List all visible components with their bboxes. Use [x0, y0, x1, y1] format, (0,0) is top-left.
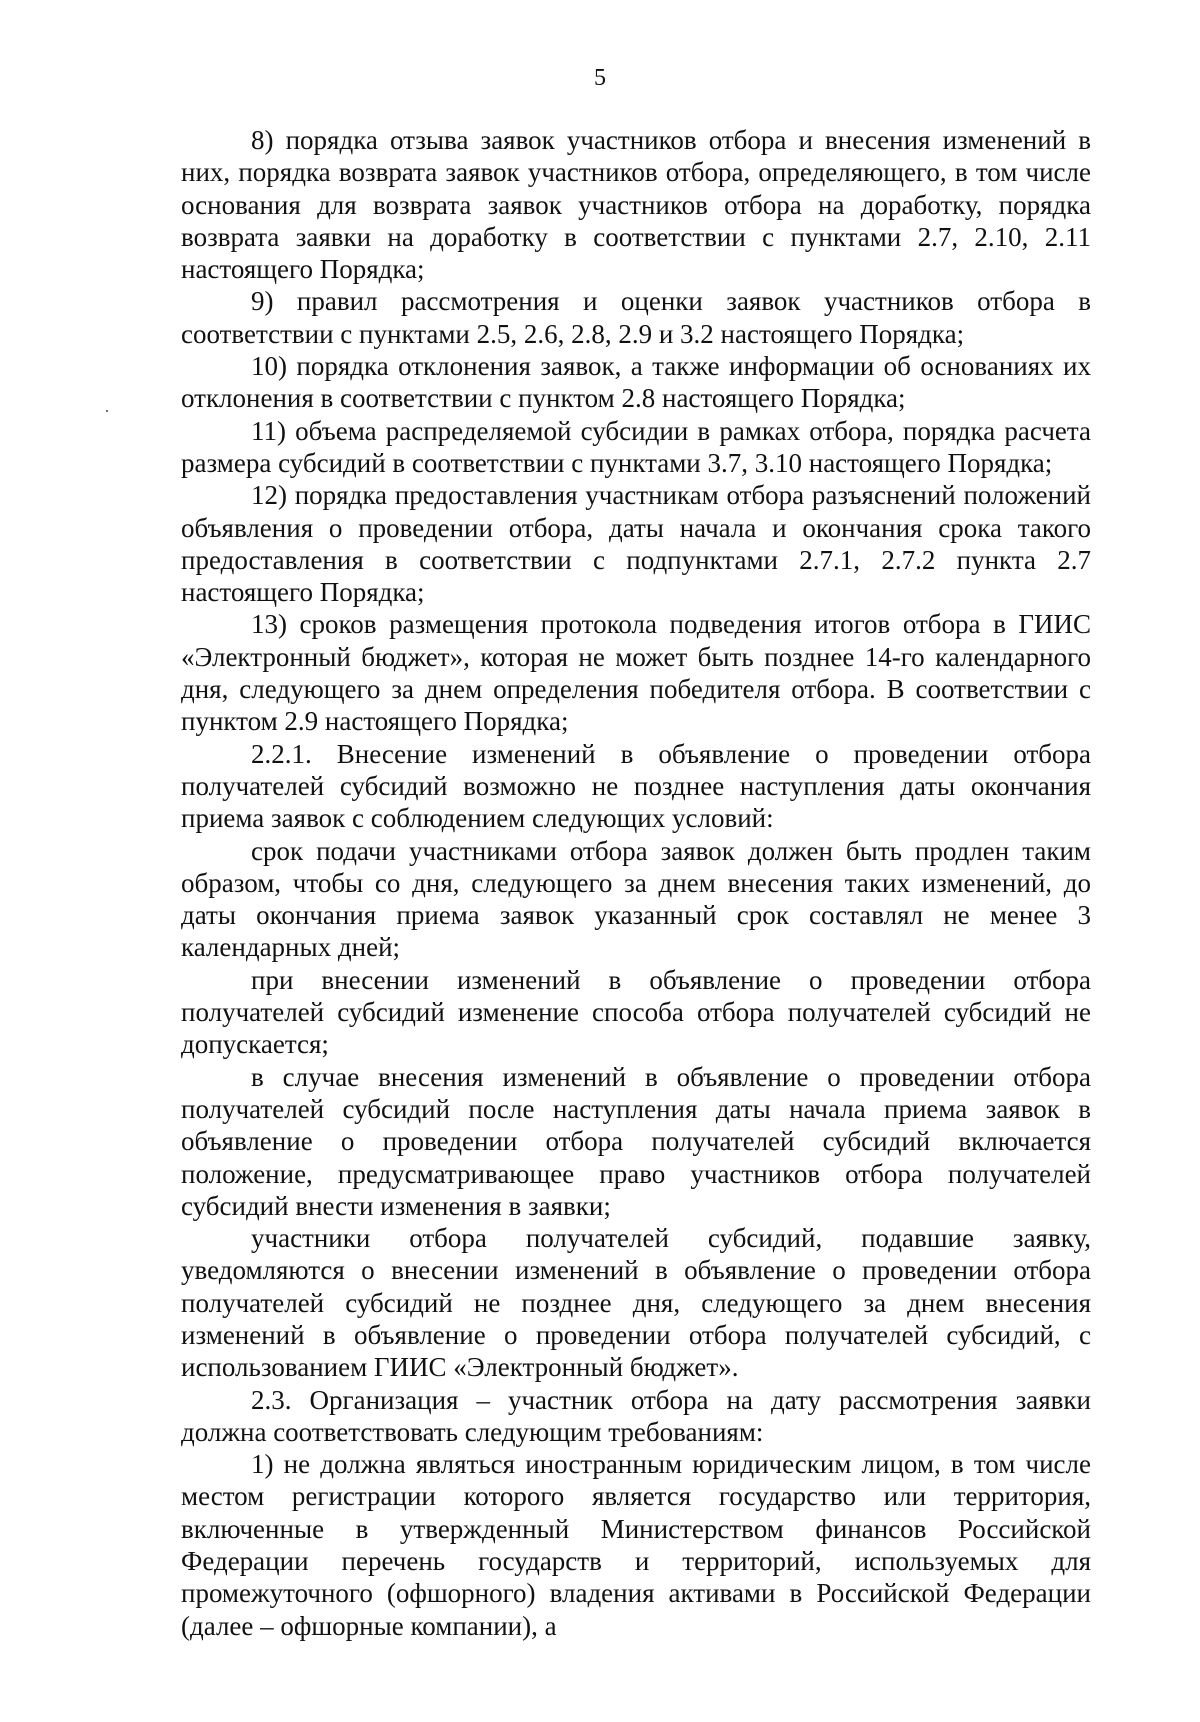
paragraph-condition-method: при внесении изменений в объявление о проведении отбора получателей субсидий изменение способа отбора получателей субсидий не допускается;: [181, 964, 1091, 1060]
paragraph-clause-2-3: 2.3. Организация – участник отбора на дату рассмотрения заявки должна соответствовать следующим требованиям:: [181, 1384, 1091, 1447]
paragraph-notification: участники отбора получателей субсидий, подавшие заявку, уведомляются о внесении изменений в объявление о проведении отбора получателей субсидий не позднее дня, следующего за днем внесения изменений в объявление о проведении отбора получателей субсидий, с использованием ГИИС «Электронный бюджет».: [181, 1223, 1091, 1383]
paragraph-item-13: 13) сроков размещения протокола подведения итогов отбора в ГИИС «Электронный бюджет», которая не может быть позднее 14-го календарного дня, следующего за днем определения победителя отбора. В соответствии с пунктом 2.9 настоящего Порядка;: [181, 609, 1091, 737]
paragraph-item-9: 9) правил рассмотрения и оценки заявок участников отбора в соответствии с пунктами 2.5, 2.6, 2.8, 2.9 и 3.2 настоящего Порядка;: [181, 286, 1091, 349]
page-number: 5: [594, 65, 606, 91]
paragraph-condition-amendment: в случае внесения изменений в объявление о проведении отбора получателей субсидий после наступления даты начала приема заявок в объявление о проведении отбора получателей субсидий включается положение, предусматривающее право участников отбора получателей субсидий внести изменения в заявки;: [181, 1061, 1091, 1221]
paragraph-item-12: 12) порядка предоставления участникам отбора разъяснений положений объявления о проведении отбора, даты начала и окончания срока такого предоставления в соответствии с подпунктами 2.7.1, 2.7.2 пункта 2.7 настоящего Порядка;: [181, 480, 1091, 608]
paragraph-clause-2-2-1: 2.2.1. Внесение изменений в объявление о проведении отбора получателей субсидий возможно не позднее наступления даты окончания приема заявок с соблюдением следующих условий:: [181, 738, 1091, 834]
scan-speck: [106, 410, 108, 412]
paragraph-requirement-1: 1) не должна являться иностранным юридическим лицом, в том числе местом регистрации которого является государство или территория, включенные в утвержденный Министерством финансов Российской Федерации перечень государств и территорий, используемых для промежуточного (офшорного) владения активами в Российской Федерации (далее – офшорные компании), а: [181, 1449, 1091, 1641]
paragraph-condition-deadline: срок подачи участниками отбора заявок должен быть продлен таким образом, чтобы со дня, следующего за днем внесения таких изменений, до даты окончания приема заявок указанный срок составлял не менее 3 календарных дней;: [181, 835, 1091, 963]
paragraph-item-10: 10) порядка отклонения заявок, а также информации об основаниях их отклонения в соответствии с пунктом 2.8 настоящего Порядка;: [181, 351, 1091, 414]
document-body: [181, 124, 1091, 1642]
paragraph-item-8: 8) порядка отзыва заявок участников отбора и внесения изменений в них, порядка возврата заявок участников отбора, определяющего, в том числе основания для возврата заявок участников отбора на доработку, порядка возврата заявки на доработку в соответствии с пунктами 2.7, 2.10, 2.11 настоящего Порядка;: [181, 125, 1091, 285]
paragraph-item-11: 11) объема распределяемой субсидии в рамках отбора, порядка расчета размера субсидий в соответствии с пунктами 3.7, 3.10 настоящего Порядка;: [181, 415, 1091, 478]
